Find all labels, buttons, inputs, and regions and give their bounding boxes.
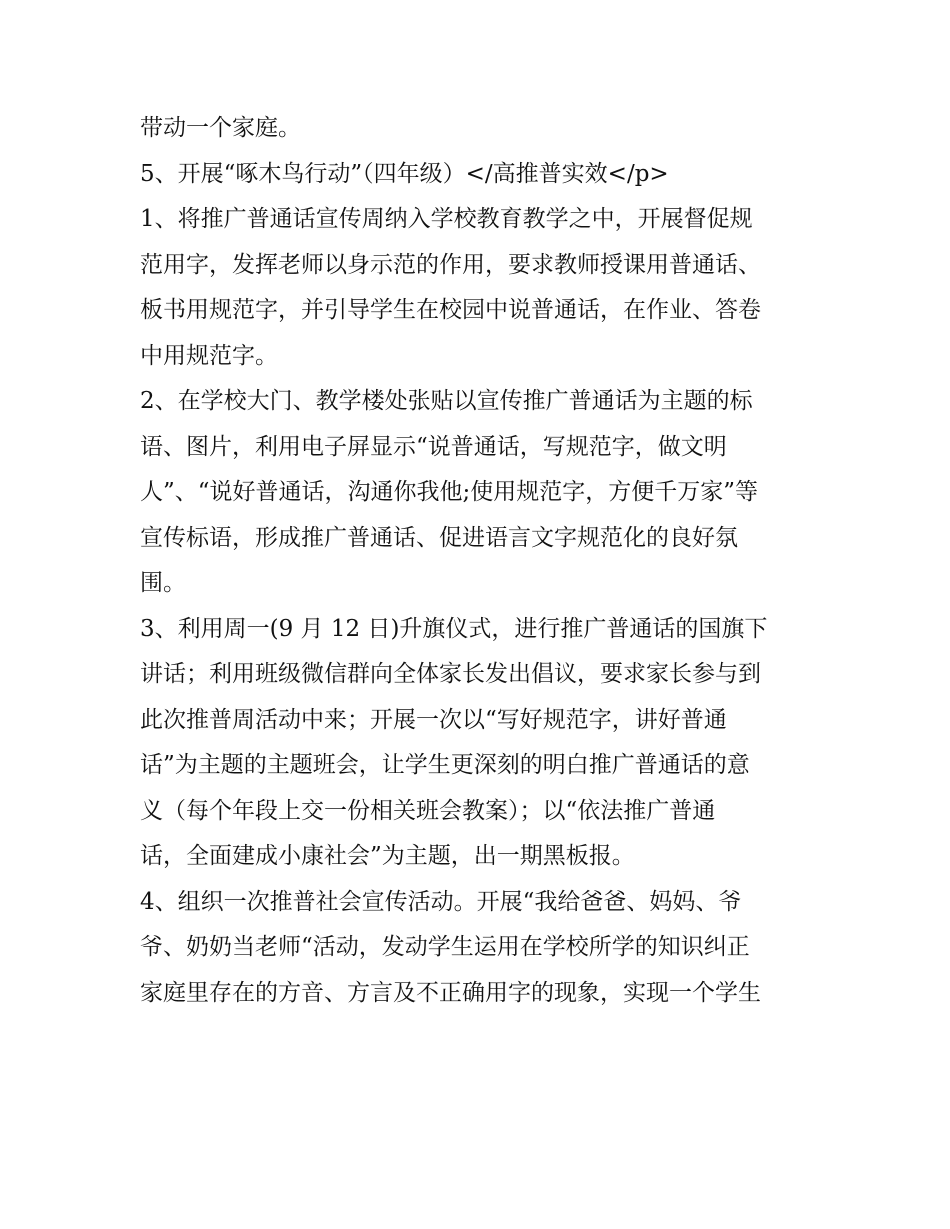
text-line: 爷、奶奶当老师“活动，发动学生运用在学校所学的知识纠正 — [140, 934, 750, 960]
text-line: 中用规范字。 — [140, 342, 278, 369]
text-line: 1、将推广普通话宣传周纳入学校教育教学之中，开展督促规 — [140, 206, 753, 232]
text-line: 宣传标语，形成推广普通话、促进语言文字规范化的良好氛 — [140, 524, 738, 551]
text-line: 范用字，发挥老师以身示范的作用，要求教师授课用普通话、 — [140, 251, 761, 278]
text-line: 话”为主题的主题班会，让学生更深刻的明白推广普通话的意 — [140, 752, 750, 778]
text-line: 板书用规范字，并引导学生在校园中说普通话，在作业、答卷 — [140, 297, 761, 323]
text-line: 3、利用周一(9 月 12 日)升旗仪式，进行推广普通话的国旗下 — [140, 615, 768, 642]
text-line: 语、图片，利用电子屏显示“说普通话，写规范字，做文明 — [140, 433, 727, 460]
text-line: 讲话；利用班级微信群向全体家长发出倡议，要求家长参与到 — [140, 661, 761, 687]
text-line: 围。 — [140, 570, 186, 596]
text-line: 2、在学校大门、教学楼处张贴以宣传推广普通话为主题的标 — [140, 388, 753, 414]
text-line: 5、开展“啄木鸟行动”（四年级）</高推普实效</p> — [140, 160, 669, 187]
text-line: 话，全面建成小康社会”为主题，出一期黑板报。 — [140, 843, 635, 869]
body-text — [140, 106, 820, 1016]
text-line: 义（每个年段上交一份相关班会教案）；以“依法推广普通 — [140, 797, 716, 824]
text-line: 人”、“说好普通话，沟通你我他;使用规范字，方便千万家”等 — [140, 479, 759, 505]
text-line: 此次推普周活动中来；开展一次以“写好规范字，讲好普通 — [140, 706, 727, 733]
text-line: 带动一个家庭。 — [140, 115, 301, 141]
text-line: 家庭里存在的方音、方言及不正确用字的现象，实现一个学生 — [140, 979, 761, 1006]
text-line: 4、组织一次推普社会宣传活动。开展“我给爸爸、妈妈、爷 — [140, 888, 742, 915]
